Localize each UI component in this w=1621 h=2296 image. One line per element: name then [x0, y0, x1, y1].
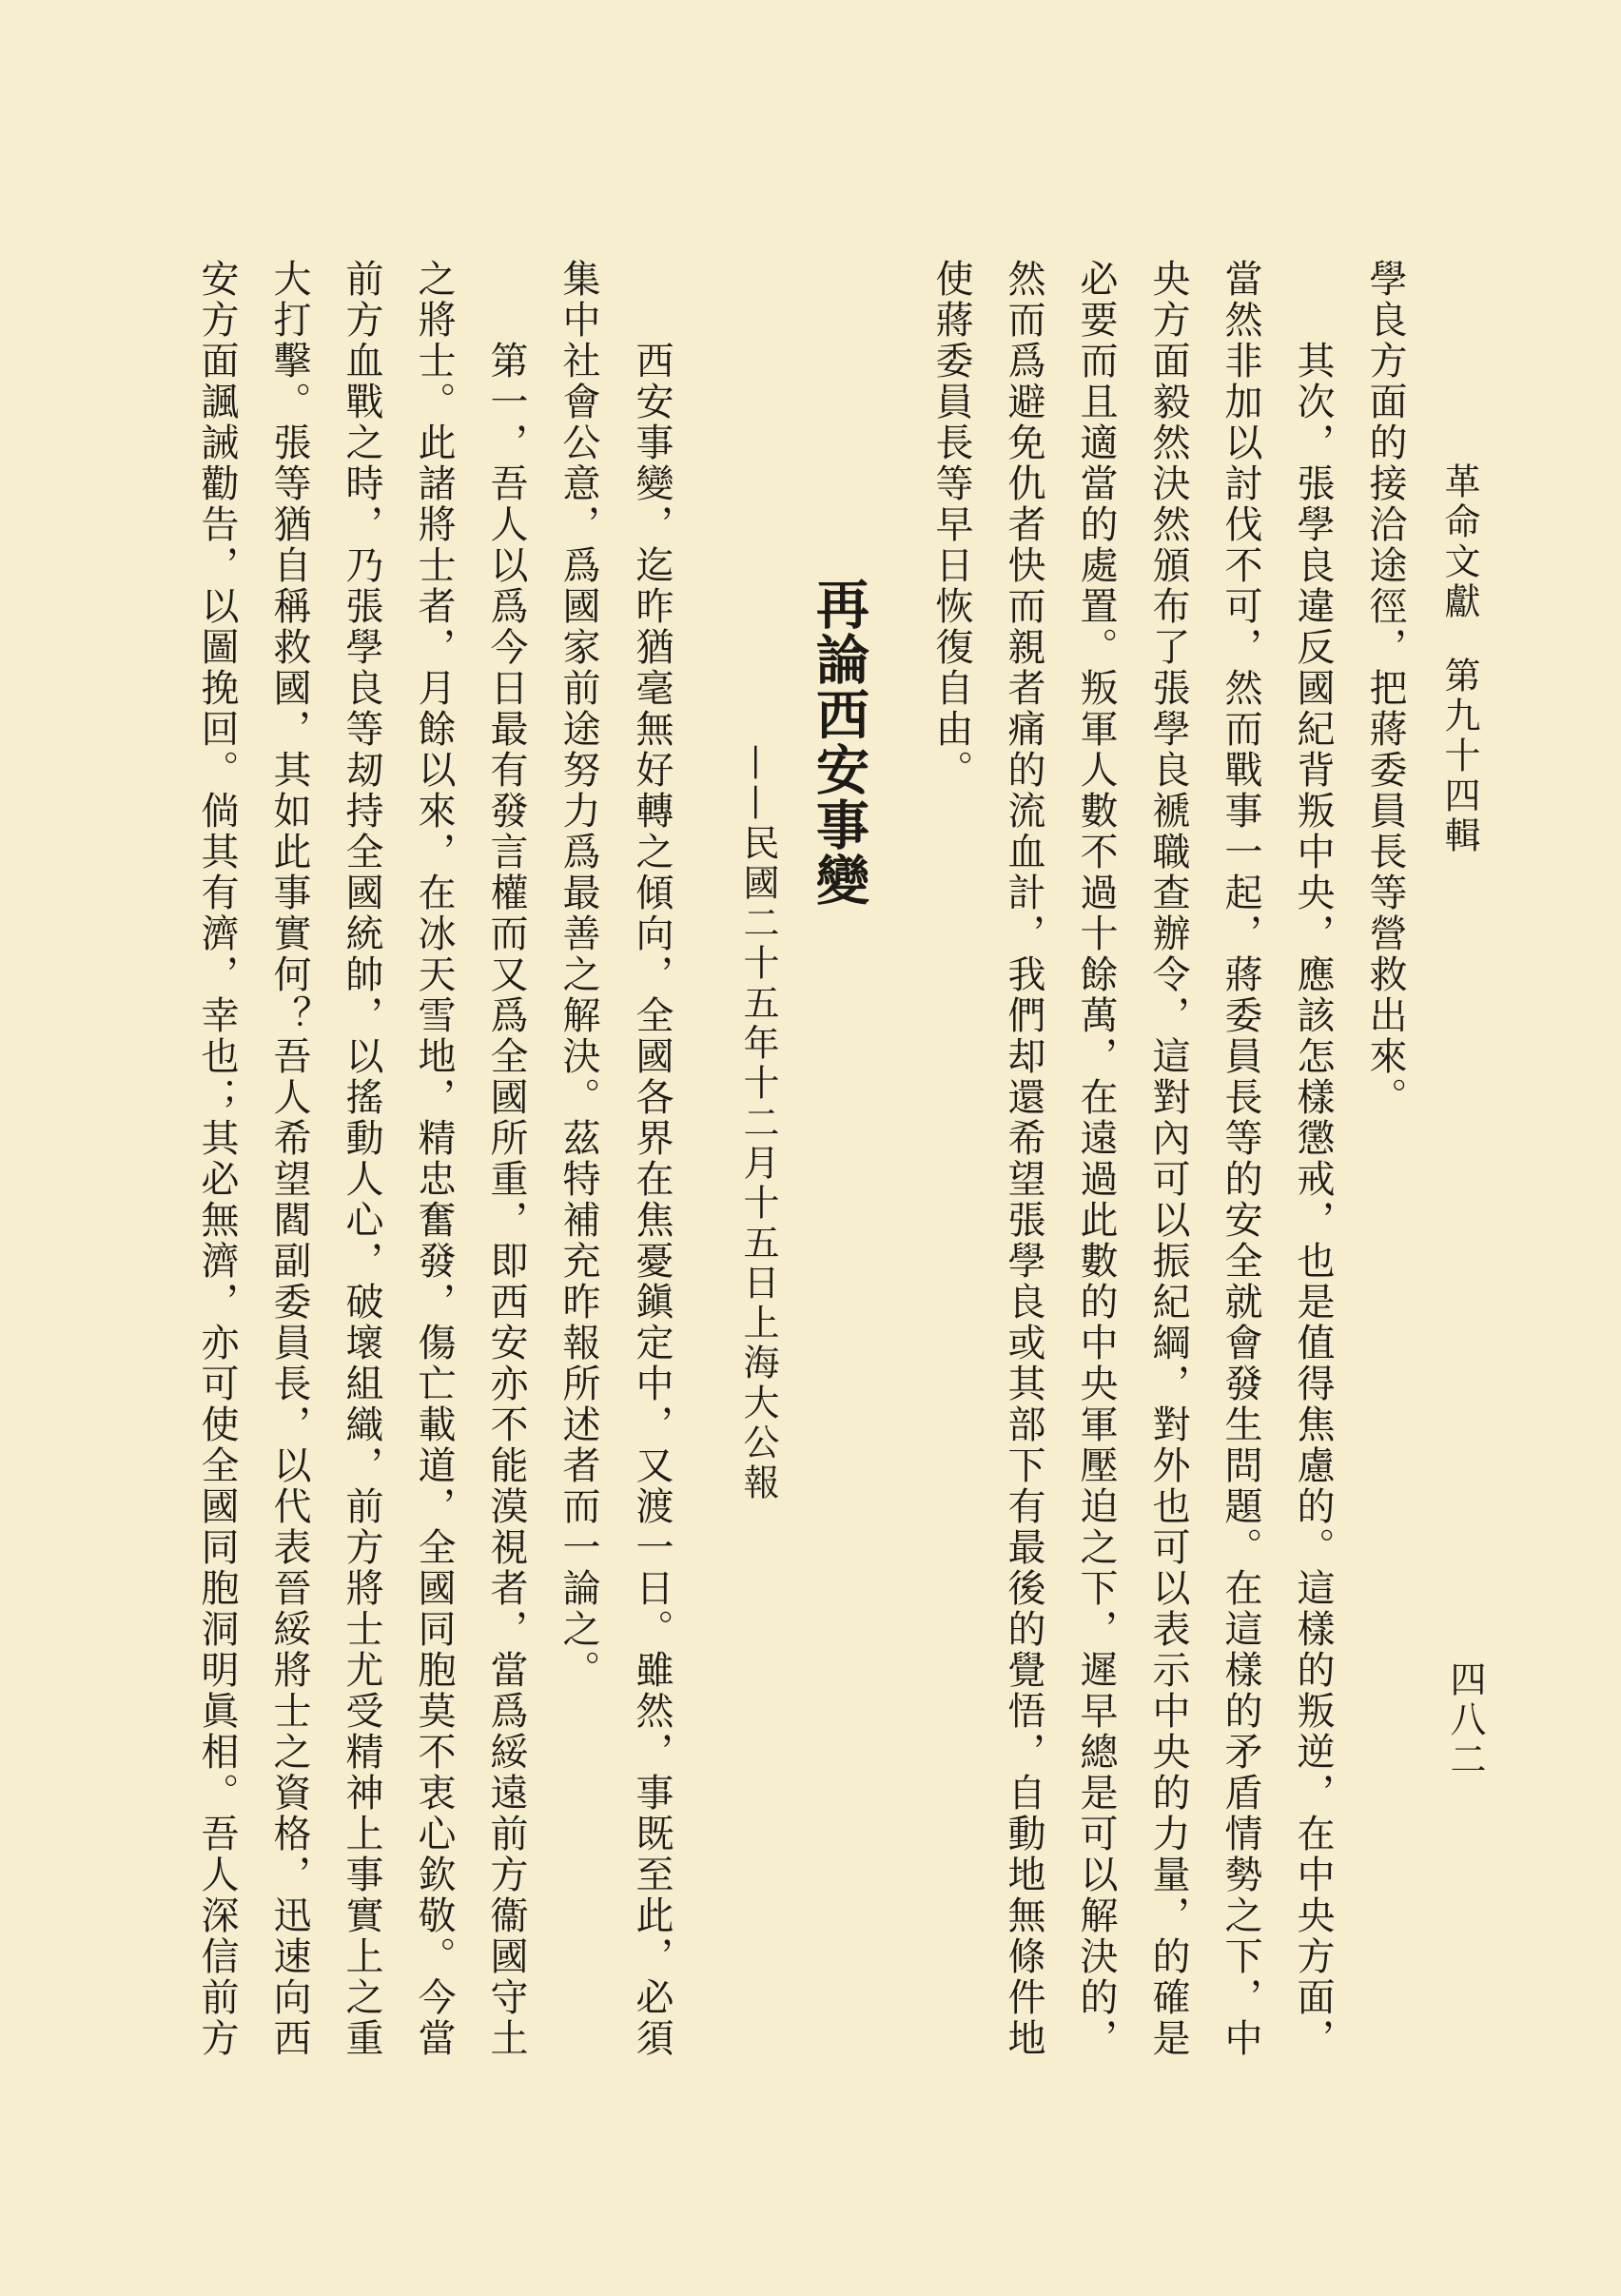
- text-column: 然而爲避免仇者快而親者痛的流血計，我們却還希望張學良或其部下有最後的覺悟，自動地無條件地: [1002, 259, 1045, 2059]
- article-source: ——民國二十五年十二月十五日上海大公報: [737, 744, 779, 1503]
- book-title: 革命文獻: [1438, 462, 1480, 622]
- text-column: 使蔣委員長等早日恢復自由。: [929, 259, 973, 791]
- page-number: 四八二: [1444, 1660, 1486, 1780]
- text-column: 之將士。此諸將士者，月餘以來，在冰天雪地，精忠奮發，傷亡載道，全國同胞莫不衷心欽敬。今當: [412, 259, 456, 2059]
- text-column: 央方面毅然決然頒布了張學良褫職查辦令，這對內可以振紀綱，對外也可以表示中央的力量，的確是: [1146, 259, 1190, 2059]
- article-title: 再論西安事變: [808, 577, 870, 908]
- text-column: 必要而且適當的處置。叛軍人數不過十餘萬，在遠過此數的中央軍壓迫之下，遲早總是可以解決的，: [1074, 259, 1118, 2059]
- text-column: 集中社會公意，爲國家前途努力爲最善之解決。茲特補充昨報所述者而一論之。: [557, 259, 600, 1691]
- text-column: 前方血戰之時，乃張學良等刼持全國統帥，以搖動人心，破壞組織，前方將士尤受精神上事實上之重: [340, 259, 383, 2059]
- text-column: 學良方面的接洽途徑，把蔣委員長等營救出來。: [1363, 259, 1407, 1118]
- text-column: 第一，吾人以爲今日最有發言權而又爲全國所重，即西安亦不能漠視者，當爲綏遠前方衞國守土: [484, 341, 528, 2059]
- text-column: 安方面諷誡勸告，以圖挽回。倘其有濟，幸也；其必無濟，亦可使全國同胞洞明眞相。吾人深信前方: [195, 259, 239, 2059]
- text-column: 其次，張學良違反國紀背叛中央，應該怎樣懲戒，也是值得焦慮的。這樣的叛逆，在中央方面，: [1291, 341, 1335, 2059]
- volume-number: 第九十四輯: [1438, 657, 1480, 856]
- text-column: 大打擊。張等猶自稱救國，其如此事實何？吾人希望閻副委員長，以代表晉綏將士之資格，迅速向西: [267, 259, 311, 2059]
- text-column: 西安事變，迄昨猶毫無好轉之傾向，全國各界在焦憂鎭定中，又渡一日。雖然，事既至此，必須: [630, 341, 674, 2059]
- text-column: 當然非加以討伐不可，然而戰事一起，蔣委員長等的安全就會發生問題。在這樣的矛盾情勢之下，中: [1219, 259, 1262, 2059]
